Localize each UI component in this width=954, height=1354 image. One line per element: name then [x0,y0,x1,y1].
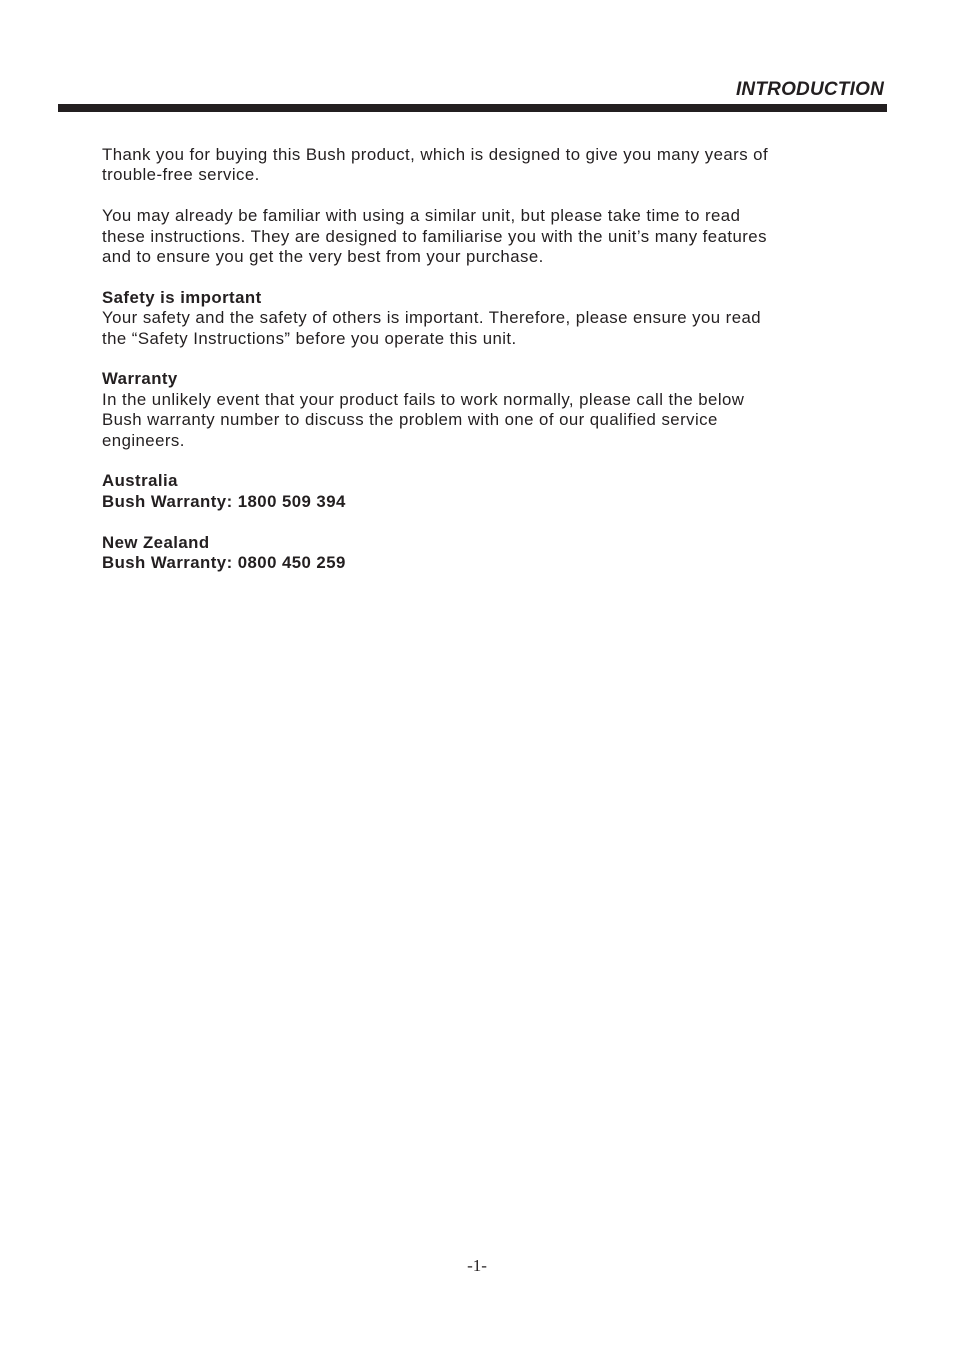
header-rule [58,104,887,112]
new-zealand-warranty-number: Bush Warranty: 0800 450 259 [102,553,346,573]
familiar-line: these instructions. They are designed to familiarise you with the unit’s many features [102,226,767,246]
familiar-paragraph [102,206,862,267]
page-content [102,145,862,594]
safety-heading: Safety is important [102,287,262,307]
warranty-heading: Warranty [102,369,178,389]
warranty-section [102,369,862,451]
new-zealand-region: New Zealand [102,532,210,552]
safety-section [102,288,862,349]
warranty-line: In the unlikely event that your product fails to work normally, please call the below [102,389,745,409]
warranty-line: Bush warranty number to discuss the problem with one of our qualified service [102,410,718,430]
australia-warranty-number: Bush Warranty: 1800 509 394 [102,491,346,511]
intro-line: Thank you for buying this Bush product, which is designed to give you many years of [102,145,769,164]
safety-line: the “Safety Instructions” before you operate this unit. [102,328,517,348]
australia-region: Australia [102,471,178,491]
new-zealand-contact [102,533,862,574]
familiar-line: and to ensure you get the very best from your purchase. [102,247,544,267]
warranty-line: engineers. [102,430,185,450]
page-number: -1- [467,1256,487,1275]
section-title: INTRODUCTION [735,79,884,100]
safety-line: Your safety and the safety of others is important. Therefore, please ensure you read [102,308,762,328]
familiar-line: You may already be familiar with using a similar unit, but please take time to read [102,206,741,226]
intro-line: trouble-free service. [102,165,260,185]
australia-contact [102,471,862,512]
intro-paragraph [102,145,862,186]
